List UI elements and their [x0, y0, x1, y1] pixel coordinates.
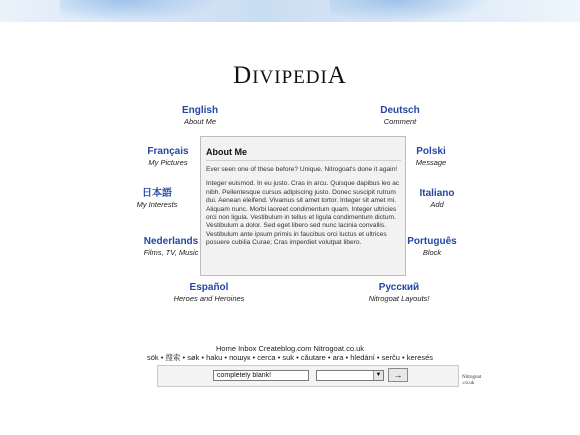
lang-section: Comment [383, 117, 417, 126]
lang-link-deutsch[interactable] [360, 104, 440, 127]
search-input[interactable] [213, 370, 309, 381]
site-logo[interactable] [0, 62, 580, 90]
about-paragraph: Ever seen one of these before? Unique. Nitrogoat's done it again! [206, 166, 398, 173]
nitrogoat-logo[interactable] [462, 375, 481, 387]
lang-name: Nederlands [143, 236, 199, 247]
lang-name: Español [189, 282, 229, 293]
lang-name: English [181, 105, 219, 116]
logo-last-letter: A [327, 62, 347, 89]
search-go-button[interactable]: → [388, 368, 408, 382]
corner-logo-line1: Nitrogoat [462, 375, 482, 380]
about-paragraph: Integer euismod. In eu justo. Cras in arcu. Quisque dapibus leo ac nibh. Pellentesque cursus adipiscing justo. Donec suscipit rutrum dui. Aenean eleifend. Vivamus sit amet tortor. Integer sit amet mi. Aliquam nunc. Morbi laoreet condimentum quam. Integer ultricies orci non ligula. Vestibulum in tellus et ligula condimentum dictum. Vestibulum a dolor. Sed eget libero sed nunc lacinia convallis. Vestibulum ante ipsum primis in faucibus orci luctus et ultrices posuere cubilia Curae; Cras imperdiet volutpat libero. [206, 180, 400, 247]
lang-name: Português [407, 236, 457, 247]
lang-section: Heroes and Heroines [173, 294, 245, 303]
lang-name: Italiano [419, 188, 455, 199]
lang-link-russian[interactable] [359, 281, 439, 304]
footer-links[interactable]: Home Inbox Createblog.com Nitrogoat.co.uk [216, 344, 364, 353]
lang-section: Block [422, 248, 442, 257]
search-bar [157, 365, 459, 387]
corner-logo-line2: .co.uk [462, 381, 475, 386]
lang-section: Add [430, 200, 444, 209]
lang-section: Nitrogoat Layouts! [368, 294, 430, 303]
lang-link-japanese[interactable] [117, 187, 197, 210]
lang-name: Deutsch [380, 105, 420, 116]
lang-name: Русский [378, 282, 420, 293]
lang-section: Message [415, 158, 447, 167]
lang-link-italiano[interactable] [397, 187, 477, 210]
lang-section: My Interests [136, 200, 178, 209]
about-text [206, 166, 401, 248]
about-title: About Me [206, 147, 401, 161]
lang-section: Films, TV, Music [143, 248, 199, 257]
banner-swirl [330, 0, 490, 22]
lang-link-espanol[interactable] [169, 281, 249, 304]
top-banner [0, 0, 580, 22]
lang-link-francais[interactable] [128, 145, 208, 168]
logo-middle: IVIPEDI [252, 67, 328, 88]
lang-section: About Me [183, 117, 217, 126]
lang-link-nederlands[interactable] [131, 235, 211, 258]
lang-name: Polski [416, 146, 446, 157]
banner-swirl [60, 0, 220, 22]
about-me-panel [200, 136, 406, 276]
lang-link-english[interactable] [160, 104, 240, 127]
lang-name: 日本語 [142, 188, 172, 199]
search-engine-select[interactable] [316, 370, 384, 381]
chevron-down-icon[interactable]: ▼ [373, 371, 383, 380]
lang-name: Français [147, 146, 189, 157]
search-language-list[interactable]: sök • 搜索 • søk • haku • пошук • cerca • suk • căutare • ara • hledání • serču • keresés [146, 353, 434, 362]
logo-first-letter: D [233, 62, 253, 89]
lang-section: My Pictures [148, 158, 188, 167]
